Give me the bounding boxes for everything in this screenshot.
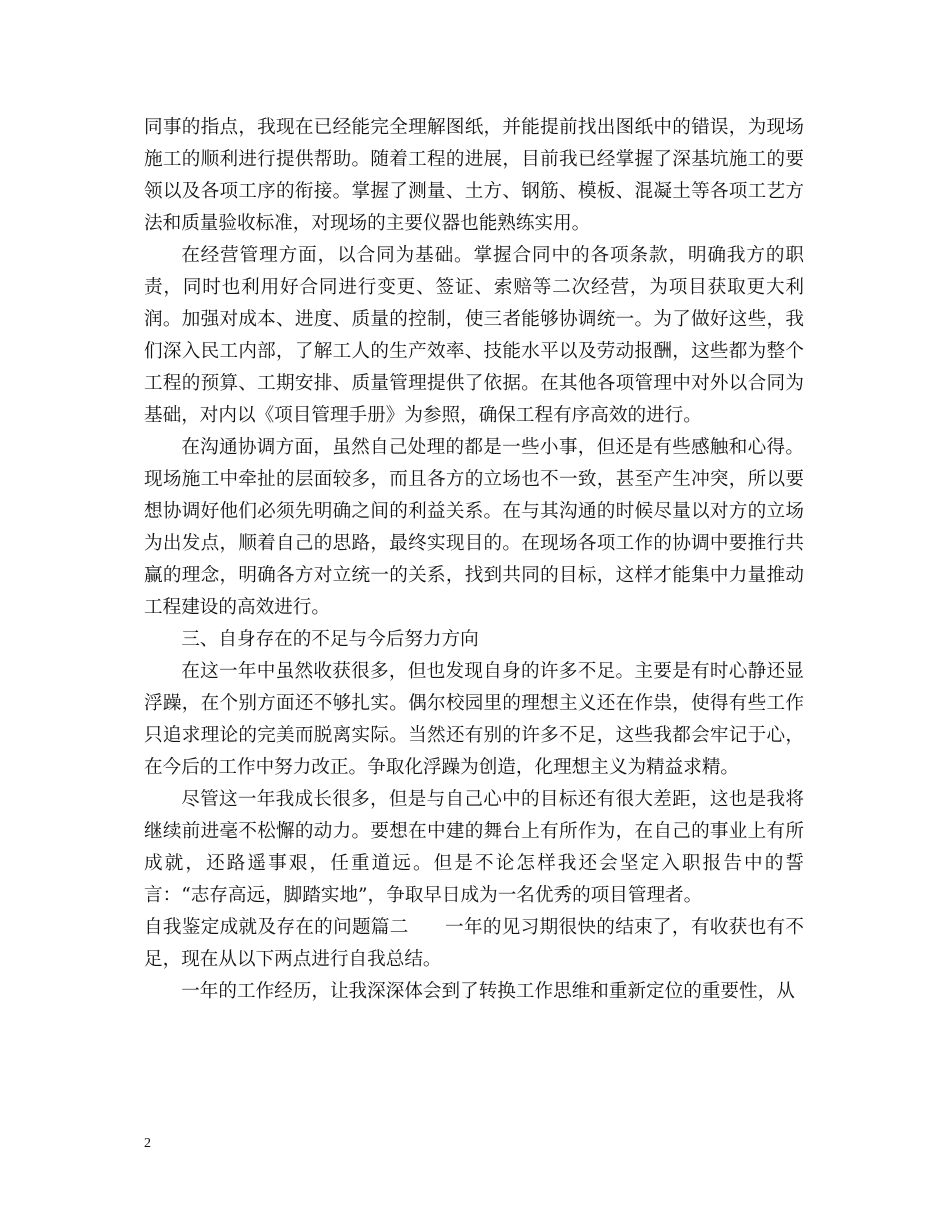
paragraph-communication: 在沟通协调方面，虽然自己处理的都是一些小事，但还是有些感触和心得。现场施工中牵扯的层面较多，而且各方的立场也不一致，甚至产生冲突，所以要想协调好他们必须先明确之间的利益关系。在与其沟通的时候尽量以对方的立场为出发点，顺着自己的思路，最终实现目的。在现场各项工作的协调中要推行共赢的理念，明确各方对立统一的关系，找到共同的目标，这样才能集中力量推动工程建设的高效进行。: [144, 437, 804, 618]
paragraph-business-management: 在经营管理方面，以合同为基础。掌握合同中的各项条款，明确我方的职责，同时也利用好合同进行变更、签证、索赔等二次经营，为项目获取更大利润。加强对成本、进度、质量的控制，使三者能够协调统一。为了做好这些，我们深入民工内部，了解工人的生产效率、技能水平以及劳动报酬，这些都为整个工程的预算、工期安排、质量管理提供了依据。在其他各项管理中对外以合同为基础，对内以《项目管理手册》为参照，确保工程有序高效的进行。: [144, 245, 804, 426]
section-heading-shortcomings: 三、自身存在的不足与今后努力方向: [181, 629, 479, 650]
paragraph-part-two: [144, 912, 804, 976]
paragraph-continued: 同事的指点，我现在已经能完全理解图纸，并能提前找出图纸中的错误，为现场施工的顺利进行提供帮助。随着工程的进展，目前我已经掌握了深基坑施工的要领以及各项工序的衔接。掌握了测量、土方、钢筋、模板、混凝土等各项工艺方法和质量验收标准，对现场的主要仪器也能熟练实用。: [144, 117, 804, 234]
document-body: [144, 112, 804, 1008]
paragraph-future-goals: 尽管这一年我成长很多，但是与自己心中的目标还有很大差距，这也是我将继续前进毫不松懈的动力。要想在中建的舞台上有所作为，在自己的事业上有所成就，还路遥事艰，任重道远。但是不论怎样我还会坚定入职报告中的誓言：“志存高远，脚踏实地”，争取早日成为一名优秀的项目管理者。: [144, 789, 804, 906]
part-two-intro: 一年的见习期很快的结束了，有收获也有不足，现在从以下两点进行自我总结。: [144, 917, 804, 970]
page-number: 2: [144, 1136, 151, 1151]
part-two-heading: 自我鉴定成就及存在的问题篇二: [144, 917, 409, 938]
paragraph-shortcomings: 在这一年中虽然收获很多，但也发现自身的许多不足。主要是有时心静还显浮躁，在个别方面还不够扎实。偶尔校园里的理想主义还在作祟，使得有些工作只追求理论的完美而脱离实际。当然还有别的许多不足，这些我都会牢记于心，在今后的工作中努力改正。争取化浮躁为创造，化理想主义为精益求精。: [144, 661, 804, 778]
paragraph-work-experience: 一年的工作经历，让我深深体会到了转换工作思维和重新定位的重要性，从: [181, 981, 795, 1002]
